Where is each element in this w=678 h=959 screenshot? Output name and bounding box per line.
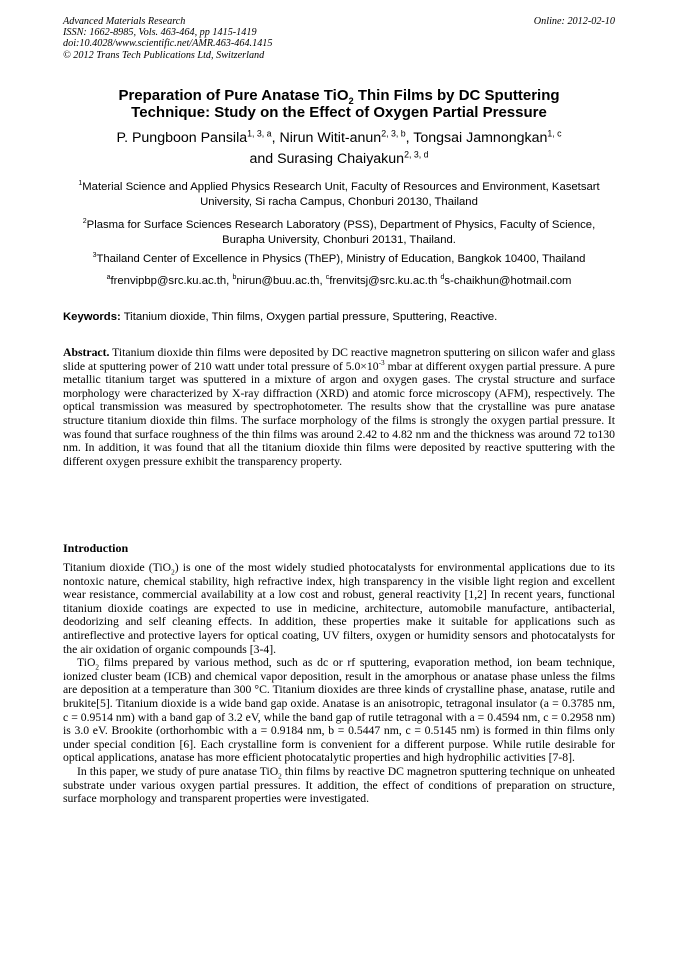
title-line1-post: Thin Films by DC Sputtering: [353, 87, 560, 104]
intro-paragraph-1: [63, 561, 615, 656]
email-b[interactable]: nirun@buu.ac.th,: [236, 275, 326, 287]
running-header: [63, 16, 615, 61]
email-b-sup: b: [232, 274, 237, 282]
intro-p2-sub: 2: [95, 663, 100, 672]
intro-p3-sub: 2: [278, 772, 282, 781]
title-line1-pre: Preparation of Pure Anatase TiO: [118, 87, 349, 104]
affiliation-3-sup: 3: [92, 252, 97, 260]
introduction-body: [63, 561, 615, 806]
paper-title: [63, 87, 615, 121]
intro-p1-b: ) is one of the most widely studied photocatalysts for environmental applications due to its nontoxic nature, chemical stability, high refractive index, high transparency in the visible light region and excellent wear resistance, commercial availability at a low cost and robust, general reactivity [1,2] In recent years, functional titanium dioxide coatings are expected to use in medicine, architecture, automobile manufacture, antibacterial, deodorizing and self cleaning effects. In addition, these properties make it suitable for applications such as antireflective and protective layers for optical coating, UV filters, oxygen or humidity sensors and photocatalysts for the air oxidation of organic compounds [3-4].: [63, 561, 615, 656]
abstract-exponent: -3: [378, 358, 385, 367]
abstract-text-1: Titanium dioxide thin films were deposited by DC reactive magnetron sputtering on silicon wafer and glass slide at sputtering power of 210 watt under total pressure of 5.0×10: [63, 346, 615, 373]
email-c-sup: c: [325, 274, 330, 282]
title-line2: Technique: Study on the Effect of Oxygen Partial Pressure: [131, 104, 547, 121]
intro-p3-a: In this paper, we study of pure anatase TiO: [77, 764, 279, 778]
author-1-sup: 1, 3, a: [247, 128, 272, 139]
affiliation-1: [63, 180, 615, 209]
author-4-sup: 2, 3, d: [404, 149, 429, 160]
abstract-label: Abstract.: [63, 346, 110, 359]
author-1: P. Pungboon Pansila: [116, 130, 248, 146]
author-2-sup: 2, 3, b: [381, 128, 406, 139]
doi-line: doi:10.4028/www.scientific.net/AMR.463-464.1415: [63, 38, 273, 50]
title-subscript: 2: [348, 96, 354, 106]
affiliation-2: [63, 218, 615, 247]
issn-line: ISSN: 1662-8985, Vols. 463-464, pp 1415-1419: [63, 27, 257, 39]
intro-paragraph-3: [63, 765, 615, 806]
affiliation-1-text: Material Science and Applied Physics Research Unit, Faculty of Resources and Environment, Kasetsart University, Si racha Campus, Chonburi 20130, Thailand: [82, 181, 600, 208]
author-4: and Surasing Chaiyakun: [249, 151, 405, 167]
email-a[interactable]: frenvipbp@src.ku.ac.th,: [110, 275, 233, 287]
intro-p1-a: Titanium dioxide (TiO: [63, 561, 172, 574]
online-date: Online: 2012-02-10: [533, 16, 615, 27]
author-3-sup: 1, c: [547, 128, 562, 139]
email-d[interactable]: s-chaikhun@hotmail.com: [444, 275, 572, 287]
section-heading-introduction: Introduction: [63, 541, 129, 555]
affiliation-2-text: Plasma for Surface Sciences Research Laboratory (PSS), Department of Physics, Faculty of Science, Burapha University, Chonburi 20131, Thailand.: [86, 219, 596, 246]
intro-paragraph-2: [63, 656, 615, 765]
author-3: , Tongsai Jamnongkan: [405, 130, 548, 146]
intro-p2-a: TiO: [77, 656, 96, 670]
intro-p1-sub: 2: [171, 568, 175, 577]
abstract-text-2: mbar at different oxygen partial pressure. A pure metallic titanium target was sputtered in a mixture of argon and oxygen gases. The crystal structure and surface morphology were characterized by X-ray diffraction (XRD) and atomic force microscopy (AFM), respectively. The optical transmission was measured by spectrophotometer. The results show that the crystalline was pure anatase structure titanium dioxide thin films. The surface morphology of the films is strongly the oxygen partial pressure. It was found that surface roughness of the thin films was around 2.42 to 4.82 nm and the thickness was around 72 to130 nm. In addition, it was found that all the titanium dioxide thin films were deposited by reactive sputtering with the different oxygen pressure exhibit the transparency property.: [63, 359, 615, 468]
email-c[interactable]: frenvitsj@src.ku.ac.th: [329, 275, 441, 287]
email-d-sup: d: [440, 274, 445, 282]
keywords: [63, 310, 615, 324]
journal-name: Advanced Materials Research: [63, 16, 186, 27]
keywords-label: Keywords:: [63, 311, 121, 323]
affiliation-2-sup: 2: [82, 218, 87, 226]
email-a-sup: a: [106, 274, 111, 282]
affiliation-1-sup: 1: [78, 180, 83, 188]
intro-p2-b: films prepared by various method, such as dc or rf sputtering, evaporation method, ion beam technique, ionized cluster beam (ICB) and chemical vapor deposition, result in the amorphous or anatase phase unless the films are deposition at a temperature than 300 °C. Titanium dioxides are three kinds of crystalline phase, anatase, rutile and brukite[5]. Titanium dioxide is a wide band gap oxide. Anatase is an anisotropic, tetragonal insulator (a = 0.3785 nm, c = 0.9514 nm) with a band gap of 3.2 eV, while the band gap of rutile tetragonal with a = 0.4594 nm, c = 0.2958 nm) is 3.0 eV. Brookite (orthorhombic with a = 0.9184 nm, b = 0.5447 nm, c = 0.5145 nm) is formed in thin films only under special condition [6]. Each crystalline form is convenient for a different purpose. While rutile desirable for optical applications, anatase has more efficient photocatalytic properties and high hydrophilic activities [7-8].: [63, 656, 615, 765]
abstract: [63, 346, 615, 468]
affiliation-3: [58, 252, 620, 267]
intro-p3-b: thin films by reactive DC magnetron sputtering technique on unheated substrate under various oxygen partial pressures. It addition, the effect of conditions of preparation on structure, surface morphology and transparent properties were investigated.: [63, 764, 615, 806]
keywords-text: Titanium dioxide, Thin films, Oxygen partial pressure, Sputtering, Reactive.: [120, 311, 498, 323]
email-line: [63, 274, 615, 289]
copyright-line: © 2012 Trans Tech Publications Ltd, Switzerland: [63, 49, 265, 61]
author-2: , Nirun Witit-anun: [271, 130, 382, 146]
affiliation-3-text: Thailand Center of Excellence in Physics (ThEP), Ministry of Education, Bangkok 10400, Thailand: [96, 253, 586, 265]
author-list: [63, 128, 615, 170]
